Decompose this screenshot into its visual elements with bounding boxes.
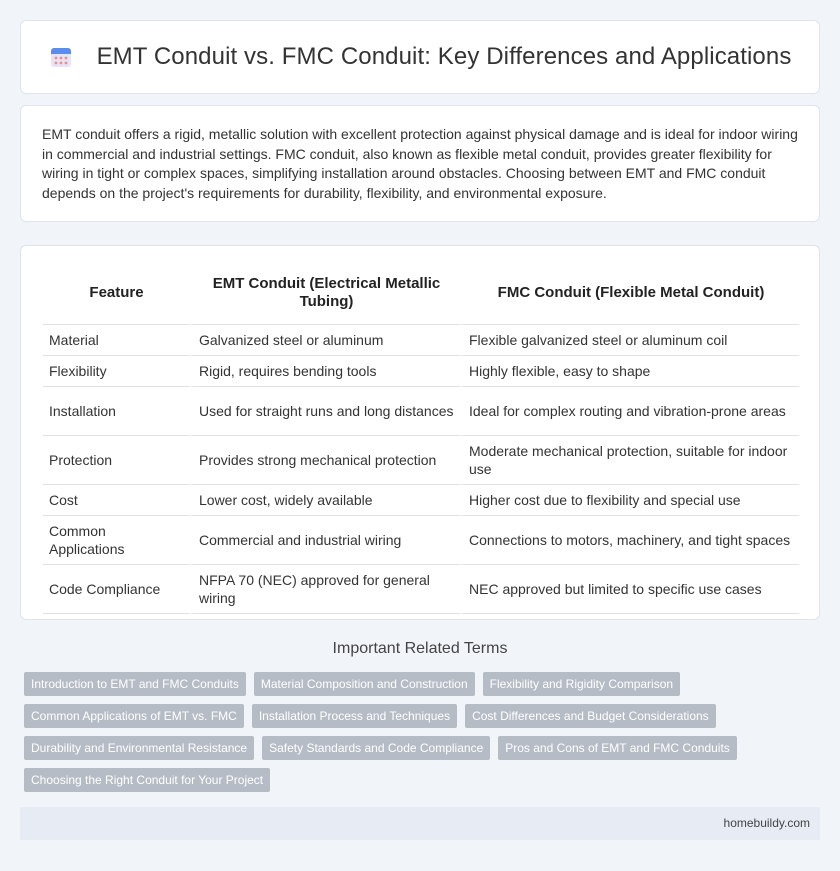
page-header — [20, 20, 820, 94]
table-cell: Galvanized steel or aluminum — [190, 325, 460, 356]
table-cell: Used for straight runs and long distances — [190, 387, 460, 436]
table-cell: Higher cost due to flexibility and special use — [460, 485, 799, 516]
table-cell: Highly flexible, easy to shape — [460, 356, 799, 387]
related-term-tag[interactable]: Introduction to EMT and FMC Conduits — [24, 672, 246, 696]
page-title: EMT Conduit vs. FMC Conduit: Key Differences and Applications — [96, 43, 792, 70]
related-term-tag[interactable]: Pros and Cons of EMT and FMC Conduits — [498, 736, 737, 760]
table-row — [43, 356, 799, 387]
related-terms-title: Important Related Terms — [332, 640, 508, 657]
table-cell: Provides strong mechanical protection — [190, 436, 460, 485]
table-cell: Lower cost, widely available — [190, 485, 460, 516]
table-cell: Material — [43, 325, 190, 356]
table-cell: Common Applications — [43, 516, 190, 565]
table-cell: Connections to motors, machinery, and tight spaces — [460, 516, 799, 565]
table-row — [43, 485, 799, 516]
table-cell: Protection — [43, 436, 190, 485]
table-cell: Rigid, requires bending tools — [190, 356, 460, 387]
related-term-tag[interactable]: Common Applications of EMT vs. FMC — [24, 704, 244, 728]
table-row — [43, 387, 799, 436]
table-cell: Moderate mechanical protection, suitable for indoor use — [460, 436, 799, 485]
page-footer — [20, 807, 820, 840]
table-cell: Commercial and industrial wiring — [190, 516, 460, 565]
column-header-fmc: FMC Conduit (Flexible Metal Conduit) — [460, 262, 799, 325]
table-cell: Cost — [43, 485, 190, 516]
comparison-table — [43, 262, 799, 614]
column-header-feature: Feature — [43, 262, 190, 325]
related-term-tag[interactable]: Choosing the Right Conduit for Your Project — [24, 768, 270, 792]
related-term-tag[interactable]: Flexibility and Rigidity Comparison — [483, 672, 680, 696]
table-row — [43, 325, 799, 356]
table-cell: Flexible galvanized steel or aluminum coil — [460, 325, 799, 356]
related-term-tag[interactable]: Material Composition and Construction — [254, 672, 475, 696]
related-term-tag[interactable]: Installation Process and Techniques — [252, 704, 457, 728]
table-cell: Installation — [43, 387, 190, 436]
related-term-tag[interactable]: Safety Standards and Code Compliance — [262, 736, 490, 760]
table-cell: Code Compliance — [43, 565, 190, 614]
table-cell: Ideal for complex routing and vibration-prone areas — [460, 387, 799, 436]
table-row — [43, 516, 799, 565]
footer-site-link[interactable]: homebuildy.com — [723, 816, 810, 830]
intro-text: EMT conduit offers a rigid, metallic solution with excellent protection against physical damage and is ideal for indoor wiring in commercial and industrial settings. FMC conduit, also known as flexible metal conduit, provides greater flexibility for wiring in tight or complex spaces, simplifying installation around obstacles. Choosing between EMT and FMC conduit depends on the project's requirements for durability, flexibility, and environmental exposure. — [42, 126, 798, 201]
table-cell: NFPA 70 (NEC) approved for general wiring — [190, 565, 460, 614]
intro-section — [20, 105, 820, 222]
comparison-table-card — [20, 245, 820, 620]
related-term-tag[interactable]: Durability and Environmental Resistance — [24, 736, 254, 760]
related-term-tag[interactable]: Cost Differences and Budget Considerations — [465, 704, 716, 728]
related-terms-list — [24, 672, 814, 800]
calendar-icon — [49, 45, 73, 69]
column-header-emt: EMT Conduit (Electrical Metallic Tubing) — [190, 262, 460, 325]
table-header-row — [43, 262, 799, 325]
table-cell: Flexibility — [43, 356, 190, 387]
table-row — [43, 565, 799, 614]
table-cell: NEC approved but limited to specific use cases — [460, 565, 799, 614]
table-row — [43, 436, 799, 485]
